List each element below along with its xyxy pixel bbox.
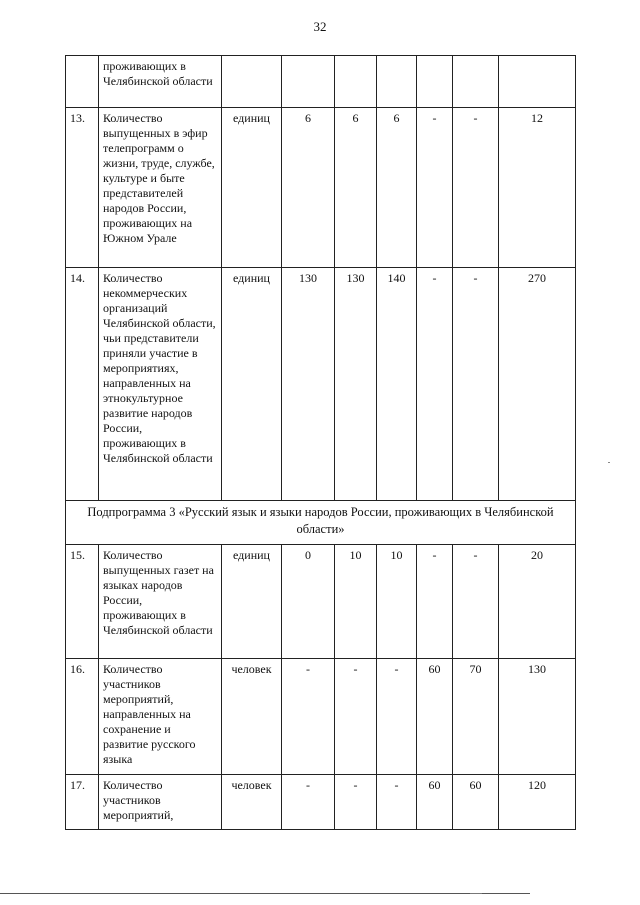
total-cell: 270 bbox=[499, 268, 576, 501]
value-cell: 0 bbox=[282, 545, 335, 659]
unit-cell: единиц bbox=[222, 268, 282, 501]
value-cell: 60 bbox=[417, 775, 453, 830]
unit-cell: единиц bbox=[222, 545, 282, 659]
value-cell: - bbox=[282, 659, 335, 775]
value-cell bbox=[335, 56, 377, 108]
value-cell: 6 bbox=[377, 108, 417, 268]
indicator-name: Количество участников мероприятий, bbox=[99, 775, 222, 830]
scan-artifact-line bbox=[0, 893, 530, 894]
scan-artifact-line bbox=[470, 893, 482, 894]
subprogram-heading: Подпрограмма 3 «Русский язык и языки народов России, проживающих в Челябинской области» bbox=[66, 501, 576, 545]
row-number: 15. bbox=[66, 545, 99, 659]
row-number: 16. bbox=[66, 659, 99, 775]
indicator-name: Количество участников мероприятий, направленных на сохранение и развитие русского языка bbox=[99, 659, 222, 775]
value-cell bbox=[417, 56, 453, 108]
unit-cell bbox=[222, 56, 282, 108]
value-cell: - bbox=[417, 545, 453, 659]
value-cell: 130 bbox=[335, 268, 377, 501]
indicator-name: Количество выпущенных газет на языках народов России, проживающих в Челябинской области bbox=[99, 545, 222, 659]
unit-cell: единиц bbox=[222, 108, 282, 268]
value-cell: 130 bbox=[282, 268, 335, 501]
value-cell: 10 bbox=[377, 545, 417, 659]
unit-cell: человек bbox=[222, 775, 282, 830]
table-row bbox=[66, 268, 576, 501]
table-row bbox=[66, 56, 576, 108]
value-cell: 60 bbox=[417, 659, 453, 775]
value-cell bbox=[377, 56, 417, 108]
value-cell: - bbox=[453, 268, 499, 501]
total-cell: 120 bbox=[499, 775, 576, 830]
table-row bbox=[66, 545, 576, 659]
indicator-name: проживающих в Челябинской области bbox=[99, 56, 222, 108]
value-cell: 10 bbox=[335, 545, 377, 659]
value-cell: 70 bbox=[453, 659, 499, 775]
total-cell bbox=[499, 56, 576, 108]
unit-cell: человек bbox=[222, 659, 282, 775]
total-cell: 20 bbox=[499, 545, 576, 659]
value-cell: 6 bbox=[282, 108, 335, 268]
row-number: 17. bbox=[66, 775, 99, 830]
value-cell: 6 bbox=[335, 108, 377, 268]
row-number: 13. bbox=[66, 108, 99, 268]
indicator-name: Количество некоммерческих организаций Челябинской области, чьи представители приняли участие в мероприятиях, направленных на этнокультурное развитие народов России, проживающих в Челябинской области bbox=[99, 268, 222, 501]
scan-speck bbox=[608, 462, 610, 463]
value-cell: - bbox=[377, 659, 417, 775]
value-cell: - bbox=[335, 659, 377, 775]
value-cell: - bbox=[335, 775, 377, 830]
table-row bbox=[66, 775, 576, 830]
value-cell bbox=[453, 56, 499, 108]
value-cell: - bbox=[417, 268, 453, 501]
total-cell: 12 bbox=[499, 108, 576, 268]
value-cell: - bbox=[377, 775, 417, 830]
row-number bbox=[66, 56, 99, 108]
table-row bbox=[66, 659, 576, 775]
subprogram-row bbox=[66, 501, 576, 545]
indicators-table bbox=[65, 55, 576, 830]
value-cell bbox=[282, 56, 335, 108]
value-cell: 140 bbox=[377, 268, 417, 501]
row-number: 14. bbox=[66, 268, 99, 501]
indicator-name: Количество выпущенных в эфир телепрограмм о жизни, труде, службе, культуре и быте представителей народов России, проживающих на Южном Урале bbox=[99, 108, 222, 268]
value-cell: - bbox=[282, 775, 335, 830]
value-cell: - bbox=[453, 545, 499, 659]
value-cell: 60 bbox=[453, 775, 499, 830]
total-cell: 130 bbox=[499, 659, 576, 775]
value-cell: - bbox=[417, 108, 453, 268]
page-number: 32 bbox=[313, 19, 327, 34]
table-row bbox=[66, 108, 576, 268]
value-cell: - bbox=[453, 108, 499, 268]
